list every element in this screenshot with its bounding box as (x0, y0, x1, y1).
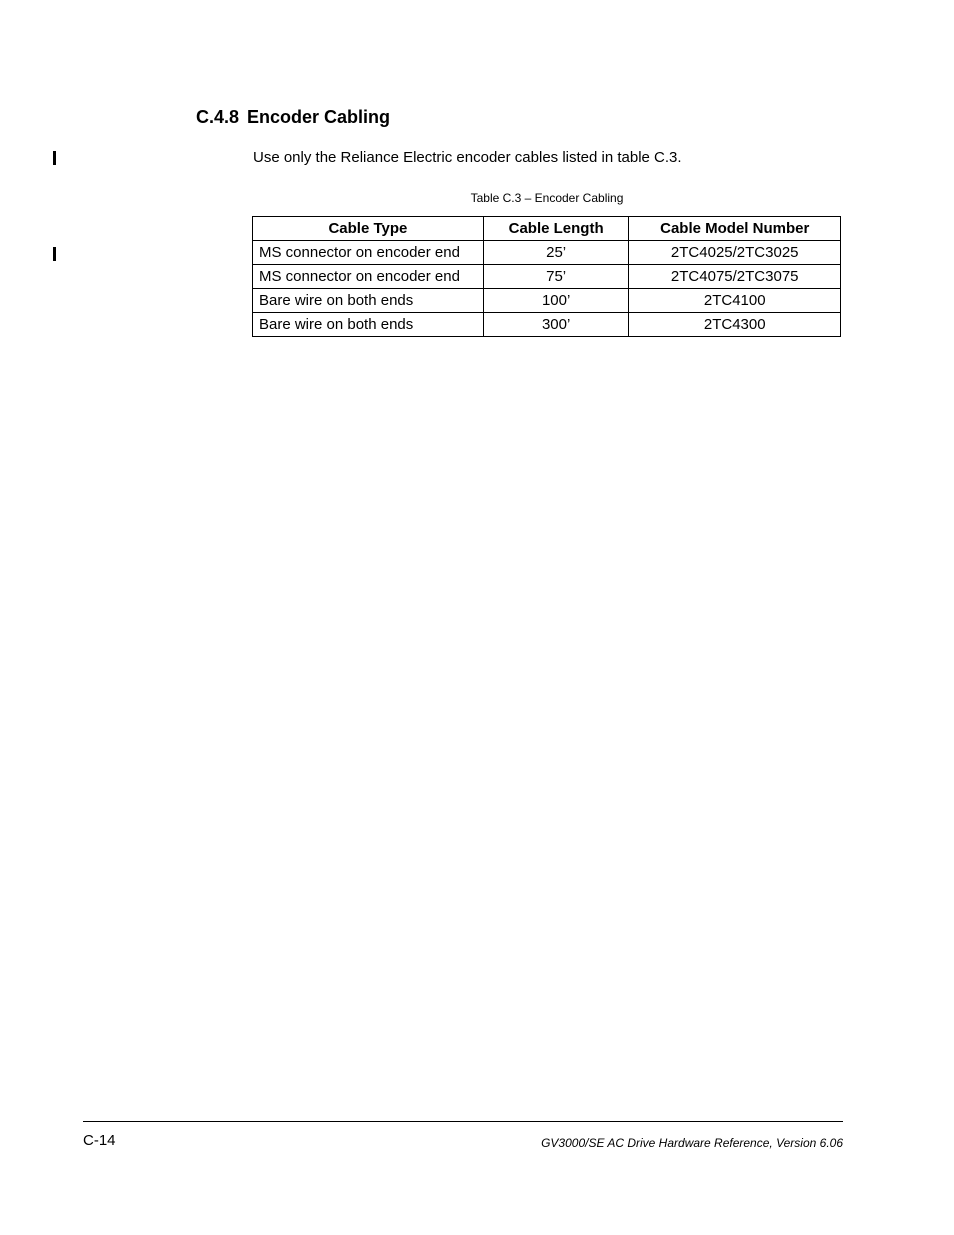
cell-cable-length: 25’ (483, 241, 629, 265)
header-cable-length: Cable Length (483, 217, 629, 241)
table-caption: Table C.3 – Encoder Cabling (470, 191, 624, 205)
cell-cable-type: MS connector on encoder end (253, 265, 484, 289)
change-bar (53, 247, 56, 261)
cell-cable-model-number: 2TC4025/2TC3025 (629, 241, 841, 265)
footer-rule (83, 1121, 843, 1122)
encoder-cabling-table (252, 216, 841, 337)
document-reference: GV3000/SE AC Drive Hardware Reference, Version 6.06 (541, 1136, 843, 1150)
table-header-row (253, 217, 841, 241)
cell-cable-length: 300’ (483, 313, 629, 337)
cell-cable-model-number: 2TC4075/2TC3075 (629, 265, 841, 289)
cell-cable-length: 75’ (483, 265, 629, 289)
change-bar (53, 151, 56, 165)
cell-cable-model-number: 2TC4300 (629, 313, 841, 337)
header-cable-type: Cable Type (253, 217, 484, 241)
intro-paragraph: Use only the Reliance Electric encoder cables listed in table C.3. (253, 149, 682, 166)
section-number: C.4.8 (196, 107, 240, 127)
cell-cable-type: Bare wire on both ends (253, 313, 484, 337)
table-row (253, 313, 841, 337)
section-title: Encoder Cabling (247, 107, 391, 127)
cell-cable-type: Bare wire on both ends (253, 289, 484, 313)
header-cable-model-number: Cable Model Number (629, 217, 841, 241)
table-row (253, 289, 841, 313)
section-heading (196, 106, 390, 128)
cell-cable-model-number: 2TC4100 (629, 289, 841, 313)
page-number: C-14 (83, 1132, 116, 1149)
cell-cable-type: MS connector on encoder end (253, 241, 484, 265)
table-row (253, 241, 841, 265)
cell-cable-length: 100’ (483, 289, 629, 313)
table-row (253, 265, 841, 289)
